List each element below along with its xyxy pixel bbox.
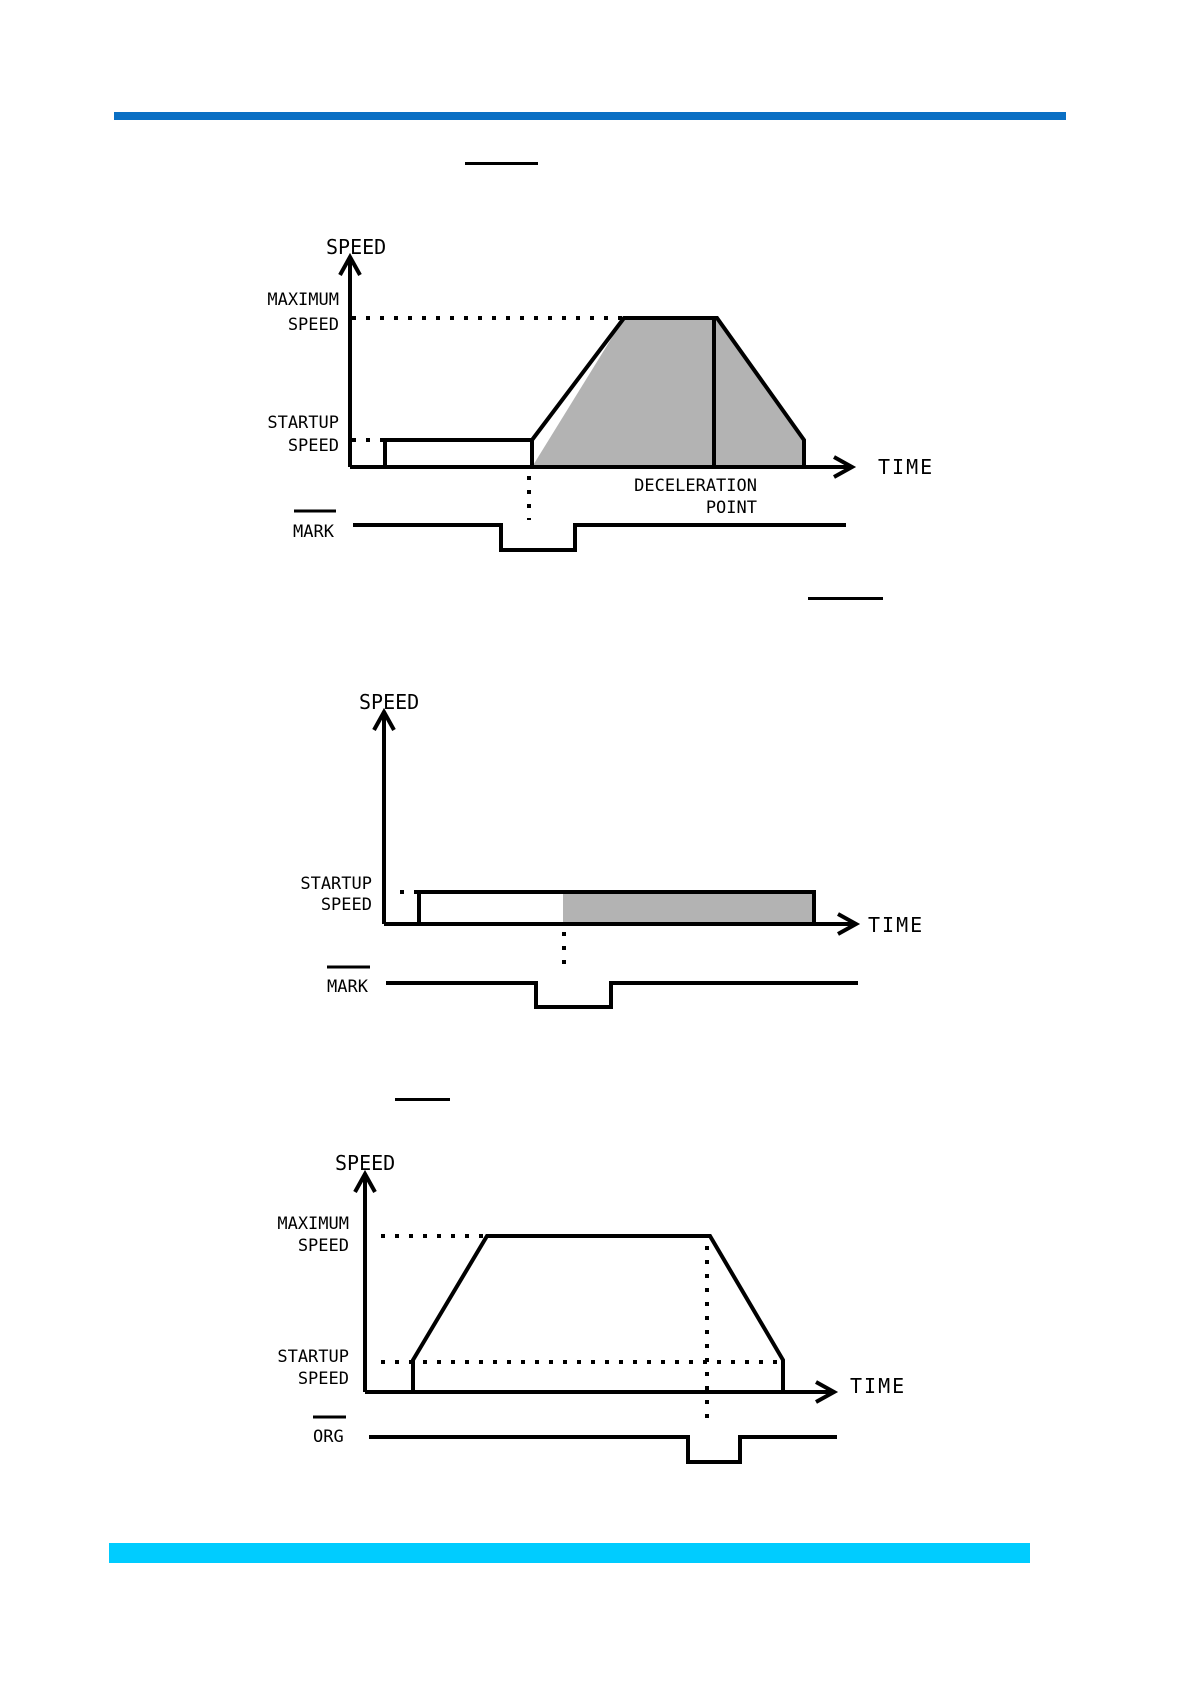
mark-signal — [353, 525, 846, 550]
speed-diagram-1 — [267, 235, 934, 550]
startup-speed-label: STARTUP — [267, 413, 339, 433]
speed-profile — [413, 1236, 783, 1392]
speed-diagram-2 — [300, 690, 924, 1007]
deceleration-area — [714, 318, 805, 467]
time-axis-label: TIME — [878, 455, 935, 479]
startup-speed-label: STARTUP — [277, 1347, 349, 1367]
max-speed-label: SPEED — [287, 315, 339, 335]
constant-speed-area — [563, 892, 814, 923]
startup-speed-label: SPEED — [287, 436, 339, 456]
startup-speed-label: STARTUP — [300, 874, 372, 894]
speed-axis-label: SPEED — [326, 235, 387, 259]
deceleration-point-label: DECELERATION — [634, 476, 757, 496]
max-speed-label: MAXIMUM — [267, 290, 339, 310]
deceleration-point-label: POINT — [705, 498, 757, 518]
max-speed-label: SPEED — [297, 1236, 349, 1256]
org-signal-label: ORG — [313, 1427, 344, 1447]
speed-axis-label: SPEED — [335, 1151, 396, 1175]
org-signal — [369, 1437, 837, 1462]
speed-profile — [385, 440, 532, 467]
time-axis-label: TIME — [868, 913, 925, 937]
startup-speed-label: SPEED — [297, 1369, 349, 1389]
speed-diagram-3 — [277, 1151, 906, 1462]
acceleration-area — [532, 318, 714, 467]
mark-signal-label: MARK — [293, 522, 334, 542]
mark-signal — [386, 983, 858, 1007]
time-axis-label: TIME — [850, 1374, 907, 1398]
mark-signal-label: MARK — [327, 977, 368, 997]
speed-axis-label: SPEED — [359, 690, 420, 714]
startup-speed-label: SPEED — [320, 895, 372, 915]
max-speed-label: MAXIMUM — [277, 1214, 349, 1234]
